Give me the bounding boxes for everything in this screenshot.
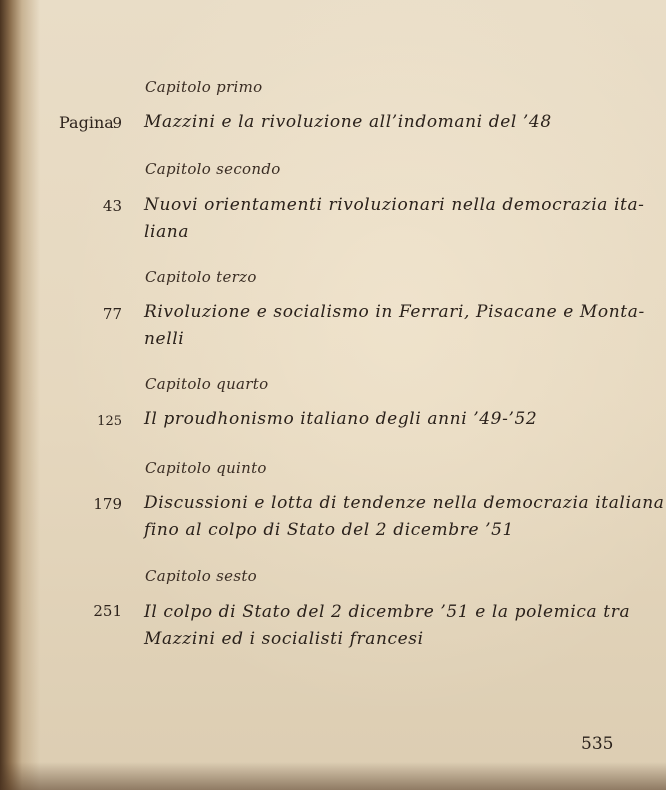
chapter-label: Capitolo quarto [145,375,269,393]
page-number: 77 [102,305,122,323]
chapter-title-continued: nelli [144,329,185,349]
chapter-title-continued: Mazzini ed i socialisti francesi [144,629,424,649]
page-number: 179 [93,495,122,513]
chapter-title: Nuovi orientamenti rivoluzionari nella democrazia ita- [144,195,645,215]
page-folio-number: 535 [581,734,614,754]
chapter-label: Capitolo terzo [145,268,257,286]
chapter-label: Capitolo secondo [145,160,281,178]
chapter-title: Discussioni e lotta di tendenze nella democrazia italiana [144,493,665,513]
page-number: 125 [97,414,122,429]
chapter-title-continued: liana [144,222,190,242]
chapter-label: Capitolo sesto [145,567,258,585]
chapter-title: Il proudhonismo italiano degli anni ’49-’52 [144,409,538,429]
chapter-label: Capitolo quinto [145,459,267,477]
page-bottom-shadow [0,762,666,790]
chapter-title: Il colpo di Stato del 2 dicembre ’51 e la polemica tra [144,602,631,622]
chapter-title-continued: fino al colpo di Stato del 2 dicembre ’51 [144,520,514,540]
chapter-label: Capitolo primo [145,78,263,96]
page-number: 251 [93,602,122,620]
chapter-title: Rivoluzione e socialismo in Ferrari, Pisacane e Monta- [144,302,645,322]
page-number: 43 [102,197,122,215]
page-prefix: Pagina [59,113,114,132]
chapter-title: Mazzini e la rivoluzione all’indomani del ’48 [144,112,552,132]
page-gutter-shadow [0,0,40,790]
page-number: 9 [112,114,122,132]
